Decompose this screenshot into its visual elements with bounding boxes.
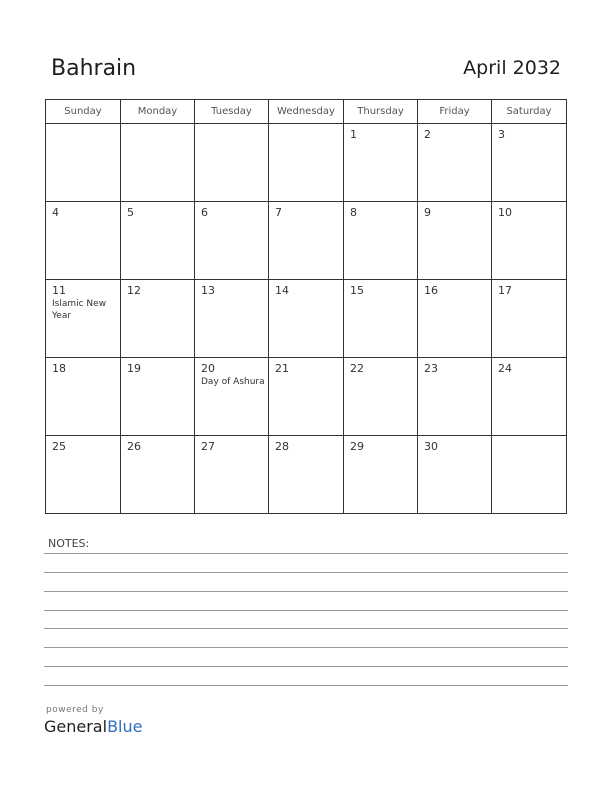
day-number: 6 (201, 206, 208, 219)
day-cell (269, 124, 344, 202)
brand-logo (44, 717, 142, 736)
day-cell (195, 436, 269, 514)
day-cell (195, 358, 269, 436)
day-number: 12 (127, 284, 141, 297)
day-cell (492, 202, 567, 280)
note-line (44, 591, 568, 592)
brand-blue: Blue (107, 717, 143, 736)
day-number: 28 (275, 440, 289, 453)
day-cell (269, 280, 344, 358)
day-cell (418, 280, 492, 358)
day-cell (46, 202, 121, 280)
note-line (44, 553, 568, 554)
day-number: 25 (52, 440, 66, 453)
day-number: 1 (350, 128, 357, 141)
weekday-saturday: Saturday (492, 100, 567, 124)
day-number: 10 (498, 206, 512, 219)
calendar-grid (45, 99, 567, 514)
week-row (46, 124, 567, 202)
weekday-sunday: Sunday (46, 100, 121, 124)
day-number: 11 (52, 284, 66, 297)
powered-by-text: powered by (46, 705, 104, 715)
day-cell (344, 202, 418, 280)
weekday-thursday: Thursday (344, 100, 418, 124)
note-line (44, 610, 568, 611)
day-number: 17 (498, 284, 512, 297)
holiday-label: Islamic New Year (52, 299, 107, 321)
day-number: 18 (52, 362, 66, 375)
month-title: April 2032 (463, 57, 561, 79)
holiday-label: Day of Ashura (201, 377, 265, 387)
day-number: 8 (350, 206, 357, 219)
day-cell (46, 124, 121, 202)
day-number: 23 (424, 362, 438, 375)
day-cell (195, 280, 269, 358)
day-cell (418, 358, 492, 436)
day-number: 24 (498, 362, 512, 375)
day-cell (121, 280, 195, 358)
day-number: 26 (127, 440, 141, 453)
day-cell (195, 202, 269, 280)
weekday-header-row (46, 100, 567, 124)
note-line (44, 647, 568, 648)
day-number: 19 (127, 362, 141, 375)
notes-label: NOTES: (48, 537, 90, 550)
weekday-tuesday: Tuesday (195, 100, 269, 124)
day-cell (121, 436, 195, 514)
week-row (46, 436, 567, 514)
day-cell (121, 124, 195, 202)
note-line (44, 572, 568, 573)
day-number: 7 (275, 206, 282, 219)
day-cell (121, 202, 195, 280)
week-row (46, 358, 567, 436)
day-number: 29 (350, 440, 364, 453)
day-cell (344, 280, 418, 358)
day-number: 22 (350, 362, 364, 375)
day-number: 21 (275, 362, 289, 375)
day-cell (492, 358, 567, 436)
day-number: 15 (350, 284, 364, 297)
day-number: 2 (424, 128, 431, 141)
day-cell (269, 358, 344, 436)
weekday-friday: Friday (418, 100, 492, 124)
note-line (44, 628, 568, 629)
day-number: 3 (498, 128, 505, 141)
brand-general: General (44, 717, 108, 736)
day-number: 27 (201, 440, 215, 453)
note-line (44, 666, 568, 667)
day-cell (46, 436, 121, 514)
day-cell (344, 436, 418, 514)
day-cell (418, 124, 492, 202)
day-number: 5 (127, 206, 134, 219)
day-cell (418, 202, 492, 280)
day-cell (492, 124, 567, 202)
week-row (46, 202, 567, 280)
day-cell (121, 358, 195, 436)
day-number: 30 (424, 440, 438, 453)
day-cell (418, 436, 492, 514)
day-number: 20 (201, 362, 215, 375)
day-number: 9 (424, 206, 431, 219)
day-cell (269, 202, 344, 280)
day-cell (195, 124, 269, 202)
day-cell (492, 280, 567, 358)
country-title: Bahrain (51, 56, 137, 81)
day-cell (46, 280, 121, 358)
day-cell (344, 358, 418, 436)
day-cell (46, 358, 121, 436)
day-cell (269, 436, 344, 514)
weekday-monday: Monday (121, 100, 195, 124)
day-number: 4 (52, 206, 59, 219)
day-cell (492, 436, 567, 514)
day-number: 16 (424, 284, 438, 297)
note-line (44, 685, 568, 686)
day-number: 14 (275, 284, 289, 297)
day-number: 13 (201, 284, 215, 297)
week-row (46, 280, 567, 358)
weekday-wednesday: Wednesday (269, 100, 344, 124)
day-cell (344, 124, 418, 202)
